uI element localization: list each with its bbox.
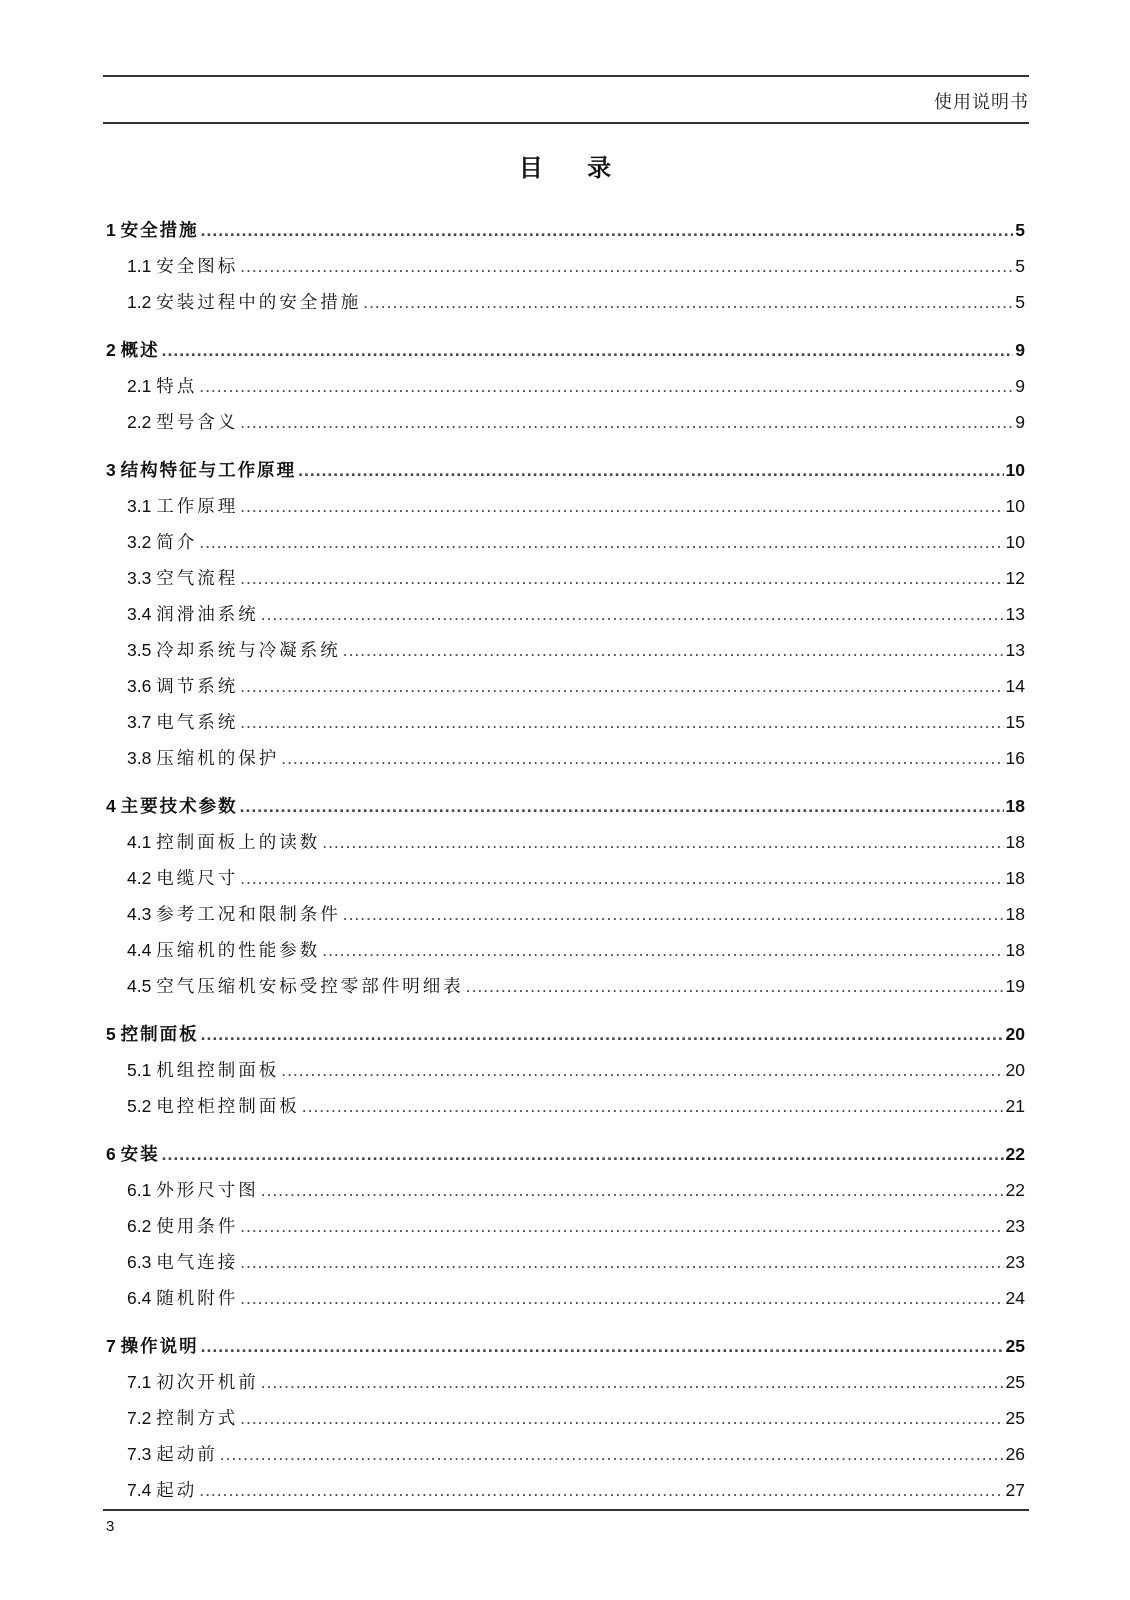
- toc-dot-leader: [240, 668, 1003, 704]
- toc-section-entry[interactable]: [106, 740, 1025, 776]
- toc-entry-label: [106, 632, 341, 669]
- toc-dot-leader: [240, 860, 1003, 896]
- toc-section-entry[interactable]: [106, 1280, 1025, 1316]
- toc-entry-text: 随机附件: [156, 1289, 239, 1309]
- toc-section-entry[interactable]: [106, 932, 1025, 968]
- toc-entry-label: [106, 1472, 197, 1509]
- toc-section-entry[interactable]: [106, 824, 1025, 860]
- toc-section-entry[interactable]: [106, 704, 1025, 740]
- toc-entry-text: 特点: [156, 377, 198, 397]
- toc-entry-number: 3.8: [127, 748, 152, 768]
- toc-dot-leader: [201, 212, 1014, 248]
- toc-entry-page: 14: [1005, 676, 1025, 696]
- toc-chapter-entry[interactable]: [106, 1136, 1025, 1172]
- toc-section-entry[interactable]: [106, 560, 1025, 596]
- toc-entry-label: [106, 1280, 238, 1317]
- toc-entry-text: 控制面板: [120, 1025, 199, 1045]
- toc-entry-page: 5: [1015, 256, 1025, 276]
- toc-dot-leader: [281, 740, 1003, 776]
- toc-entry-page: 19: [1005, 976, 1025, 996]
- toc-section-entry[interactable]: [106, 632, 1025, 668]
- toc-entry-label: [106, 932, 320, 969]
- toc-entry-text: 使用条件: [156, 1217, 239, 1237]
- toc-entry-label: [106, 740, 279, 777]
- toc-entry-label: [106, 1088, 300, 1125]
- toc-entry-page: 13: [1005, 640, 1025, 660]
- toc-entry-page: 18: [1005, 796, 1025, 816]
- toc-entry-page: 9: [1015, 376, 1025, 396]
- toc-entry-number: 3.3: [127, 568, 152, 588]
- toc-entry-page: 9: [1015, 412, 1025, 432]
- toc-entry-page: 26: [1005, 1444, 1025, 1464]
- toc-section-entry[interactable]: [106, 284, 1025, 320]
- toc-entry-label: [106, 896, 341, 933]
- toc-section-entry[interactable]: [106, 404, 1025, 440]
- toc-dot-leader: [261, 1364, 1004, 1400]
- toc-entry-text: 电气系统: [156, 713, 239, 733]
- toc-entry-page: 18: [1005, 940, 1025, 960]
- toc-chapter-entry[interactable]: [106, 332, 1025, 368]
- toc-section-entry[interactable]: [106, 1052, 1025, 1088]
- toc-entry-label: [106, 704, 238, 741]
- toc-chapter-entry[interactable]: [106, 212, 1025, 248]
- toc-entry-page: 9: [1015, 340, 1025, 360]
- toc-entry-label: [106, 332, 160, 369]
- toc-section-entry[interactable]: [106, 596, 1025, 632]
- toc-entry-number: 1: [106, 220, 116, 240]
- toc-entry-number: 3: [106, 460, 116, 480]
- toc-dot-leader: [298, 452, 1003, 488]
- toc-entry-number: 7.4: [127, 1480, 152, 1500]
- toc-entry-number: 5.1: [127, 1060, 152, 1080]
- toc-title: 目 录: [518, 154, 630, 182]
- toc-dot-leader: [240, 560, 1003, 596]
- toc-entry-label: [106, 524, 197, 561]
- toc-entry-page: 22: [1005, 1180, 1025, 1200]
- toc-entry-text: 压缩机的保护: [156, 749, 280, 769]
- toc-entry-number: 3.6: [127, 676, 152, 696]
- toc-entry-label: [106, 1436, 218, 1473]
- toc-entry-number: 1.1: [127, 256, 152, 276]
- toc-chapter-entry[interactable]: [106, 1016, 1025, 1052]
- toc-entry-page: 23: [1005, 1252, 1025, 1272]
- toc-entry-label: [106, 452, 296, 489]
- toc-entry-label: [106, 284, 361, 321]
- toc-entry-number: 3.5: [127, 640, 152, 660]
- toc-section-entry[interactable]: [106, 1088, 1025, 1124]
- toc-section-entry[interactable]: [106, 896, 1025, 932]
- running-header-title: 使用说明书: [934, 92, 1029, 113]
- toc-entry-label: [106, 368, 197, 405]
- toc-dot-leader: [322, 932, 1003, 968]
- toc-chapter-entry[interactable]: [106, 452, 1025, 488]
- toc-entry-number: 6.3: [127, 1252, 152, 1272]
- page-number: 3: [106, 1518, 115, 1535]
- toc-entry-number: 7.1: [127, 1372, 152, 1392]
- toc-entry-page: 15: [1005, 712, 1025, 732]
- toc-entry-text: 空气流程: [156, 569, 239, 589]
- toc-entry-text: 结构特征与工作原理: [120, 461, 297, 481]
- toc-entry-page: 10: [1005, 460, 1025, 480]
- toc-dot-leader: [240, 488, 1003, 524]
- toc-entry-label: [106, 1172, 259, 1209]
- toc-entry-text: 主要技术参数: [120, 797, 238, 817]
- toc-entry-page: 25: [1005, 1372, 1025, 1392]
- toc-entry-page: 24: [1005, 1288, 1025, 1308]
- toc-dot-leader: [302, 1088, 1004, 1124]
- toc-dot-leader: [240, 1280, 1003, 1316]
- toc-entry-page: 25: [1005, 1408, 1025, 1428]
- toc-section-entry[interactable]: [106, 1244, 1025, 1280]
- toc-dot-leader: [162, 1136, 1004, 1172]
- toc-entry-page: 27: [1005, 1480, 1025, 1500]
- toc-entry-page: 20: [1005, 1024, 1025, 1044]
- toc-entry-number: 4: [106, 796, 116, 816]
- toc-entry-number: 2.2: [127, 412, 152, 432]
- toc-entry-number: 6.1: [127, 1180, 152, 1200]
- toc-dot-leader: [343, 632, 1004, 668]
- toc-entry-label: [106, 788, 238, 825]
- toc-dot-leader: [201, 1016, 1004, 1052]
- toc-entry-text: 安装: [120, 1145, 160, 1165]
- toc-entry-label: [106, 1052, 279, 1089]
- toc-entry-label: [106, 1364, 259, 1401]
- toc-dot-leader: [201, 1328, 1004, 1364]
- toc-entry-text: 冷却系统与冷凝系统: [156, 641, 341, 661]
- toc-dot-leader: [199, 1472, 1003, 1508]
- toc-section-entry[interactable]: [106, 1208, 1025, 1244]
- toc-entry-page: 22: [1005, 1144, 1025, 1164]
- toc-entry-label: [106, 968, 464, 1005]
- toc-entry-text: 初次开机前: [156, 1373, 259, 1393]
- toc-entry-label: [106, 860, 238, 897]
- toc-entry-number: 4.4: [127, 940, 152, 960]
- toc-entry-number: 2.1: [127, 376, 152, 396]
- toc-entry-label: [106, 560, 238, 597]
- toc-dot-leader: [261, 1172, 1004, 1208]
- toc-chapter-entry[interactable]: [106, 788, 1025, 824]
- toc-dot-leader: [240, 404, 1013, 440]
- toc-entry-text: 外形尺寸图: [156, 1181, 259, 1201]
- toc-dot-leader: [199, 368, 1013, 404]
- toc-entry-text: 概述: [120, 341, 160, 361]
- toc-entry-page: 18: [1005, 904, 1025, 924]
- toc-dot-leader: [240, 1208, 1003, 1244]
- toc-entry-number: 3.4: [127, 604, 152, 624]
- toc-entry-text: 控制面板上的读数: [156, 833, 321, 853]
- toc-section-entry[interactable]: [106, 1400, 1025, 1436]
- table-of-contents: [106, 212, 1025, 1508]
- toc-section-entry[interactable]: [106, 488, 1025, 524]
- toc-entry-label: [106, 1136, 160, 1173]
- toc-entry-label: [106, 1208, 238, 1245]
- toc-entry-text: 起动前: [156, 1445, 218, 1465]
- toc-entry-label: [106, 1016, 199, 1053]
- toc-entry-text: 安全措施: [120, 221, 199, 241]
- toc-entry-label: [106, 1244, 238, 1281]
- toc-entry-text: 压缩机的性能参数: [156, 941, 321, 961]
- toc-entry-text: 安全图标: [156, 257, 239, 277]
- toc-dot-leader: [240, 248, 1013, 284]
- toc-entry-label: [106, 404, 238, 441]
- toc-entry-number: 7: [106, 1336, 116, 1356]
- toc-entry-text: 电缆尺寸: [156, 869, 239, 889]
- toc-dot-leader: [343, 896, 1004, 932]
- toc-chapter-entry[interactable]: [106, 1328, 1025, 1364]
- toc-dot-leader: [220, 1436, 1004, 1472]
- toc-entry-label: [106, 1400, 238, 1437]
- toc-entry-number: 7.2: [127, 1408, 152, 1428]
- toc-entry-text: 电控柜控制面板: [156, 1097, 300, 1117]
- toc-dot-leader: [240, 704, 1003, 740]
- toc-entry-number: 6.2: [127, 1216, 152, 1236]
- toc-entry-number: 6: [106, 1144, 116, 1164]
- toc-entry-text: 润滑油系统: [156, 605, 259, 625]
- toc-entry-page: 13: [1005, 604, 1025, 624]
- toc-entry-number: 6.4: [127, 1288, 152, 1308]
- toc-entry-number: 5.2: [127, 1096, 152, 1116]
- toc-entry-text: 工作原理: [156, 497, 239, 517]
- toc-entry-page: 18: [1005, 832, 1025, 852]
- header-bottom-rule: [103, 122, 1029, 124]
- toc-section-entry[interactable]: [106, 524, 1025, 560]
- toc-entry-number: 3.1: [127, 496, 152, 516]
- toc-entry-label: [106, 824, 320, 861]
- toc-section-entry[interactable]: [106, 860, 1025, 896]
- toc-entry-number: 5: [106, 1024, 116, 1044]
- toc-entry-page: 5: [1015, 292, 1025, 312]
- toc-section-entry[interactable]: [106, 368, 1025, 404]
- toc-section-entry[interactable]: [106, 668, 1025, 704]
- toc-entry-text: 电气连接: [156, 1253, 239, 1273]
- toc-entry-text: 型号含义: [156, 413, 239, 433]
- toc-entry-page: 20: [1005, 1060, 1025, 1080]
- toc-entry-page: 21: [1005, 1096, 1025, 1116]
- toc-entry-label: [106, 596, 259, 633]
- toc-entry-number: 4.1: [127, 832, 152, 852]
- toc-dot-leader: [240, 1244, 1003, 1280]
- toc-entry-page: 16: [1005, 748, 1025, 768]
- toc-entry-page: 23: [1005, 1216, 1025, 1236]
- toc-dot-leader: [322, 824, 1003, 860]
- toc-section-entry[interactable]: [106, 1364, 1025, 1400]
- toc-entry-number: 4.3: [127, 904, 152, 924]
- toc-section-entry[interactable]: [106, 1436, 1025, 1472]
- toc-entry-number: 4.2: [127, 868, 152, 888]
- toc-entry-text: 机组控制面板: [156, 1061, 280, 1081]
- toc-entry-number: 3.2: [127, 532, 152, 552]
- toc-dot-leader: [199, 524, 1003, 560]
- toc-section-entry[interactable]: [106, 1472, 1025, 1508]
- toc-entry-text: 参考工况和限制条件: [156, 905, 341, 925]
- toc-section-entry[interactable]: [106, 248, 1025, 284]
- toc-section-entry[interactable]: [106, 968, 1025, 1004]
- toc-entry-page: 5: [1015, 220, 1025, 240]
- toc-entry-text: 安装过程中的安全措施: [156, 293, 362, 313]
- toc-entry-number: 4.5: [127, 976, 152, 996]
- header-top-rule: [103, 75, 1029, 77]
- toc-entry-text: 控制方式: [156, 1409, 239, 1429]
- toc-entry-label: [106, 248, 238, 285]
- toc-entry-page: 18: [1005, 868, 1025, 888]
- toc-entry-label: [106, 1328, 199, 1365]
- toc-dot-leader: [240, 1400, 1003, 1436]
- toc-entry-number: 1.2: [127, 292, 152, 312]
- toc-section-entry[interactable]: [106, 1172, 1025, 1208]
- toc-entry-page: 10: [1005, 532, 1025, 552]
- toc-dot-leader: [240, 788, 1004, 824]
- toc-entry-label: [106, 212, 199, 249]
- toc-entry-text: 空气压缩机安标受控零部件明细表: [156, 977, 464, 997]
- toc-entry-label: [106, 668, 238, 705]
- toc-entry-page: 10: [1005, 496, 1025, 516]
- toc-entry-number: 3.7: [127, 712, 152, 732]
- toc-entry-text: 简介: [156, 533, 198, 553]
- toc-entry-number: 2: [106, 340, 116, 360]
- toc-dot-leader: [162, 332, 1014, 368]
- toc-entry-text: 操作说明: [120, 1337, 199, 1357]
- toc-dot-leader: [363, 284, 1013, 320]
- toc-dot-leader: [466, 968, 1004, 1004]
- toc-dot-leader: [261, 596, 1004, 632]
- toc-entry-label: [106, 488, 238, 525]
- toc-entry-page: 12: [1005, 568, 1025, 588]
- footer-rule: [103, 1509, 1029, 1511]
- toc-entry-text: 调节系统: [156, 677, 239, 697]
- toc-entry-page: 25: [1005, 1336, 1025, 1356]
- toc-entry-number: 7.3: [127, 1444, 152, 1464]
- toc-dot-leader: [281, 1052, 1003, 1088]
- toc-entry-text: 起动: [156, 1481, 198, 1501]
